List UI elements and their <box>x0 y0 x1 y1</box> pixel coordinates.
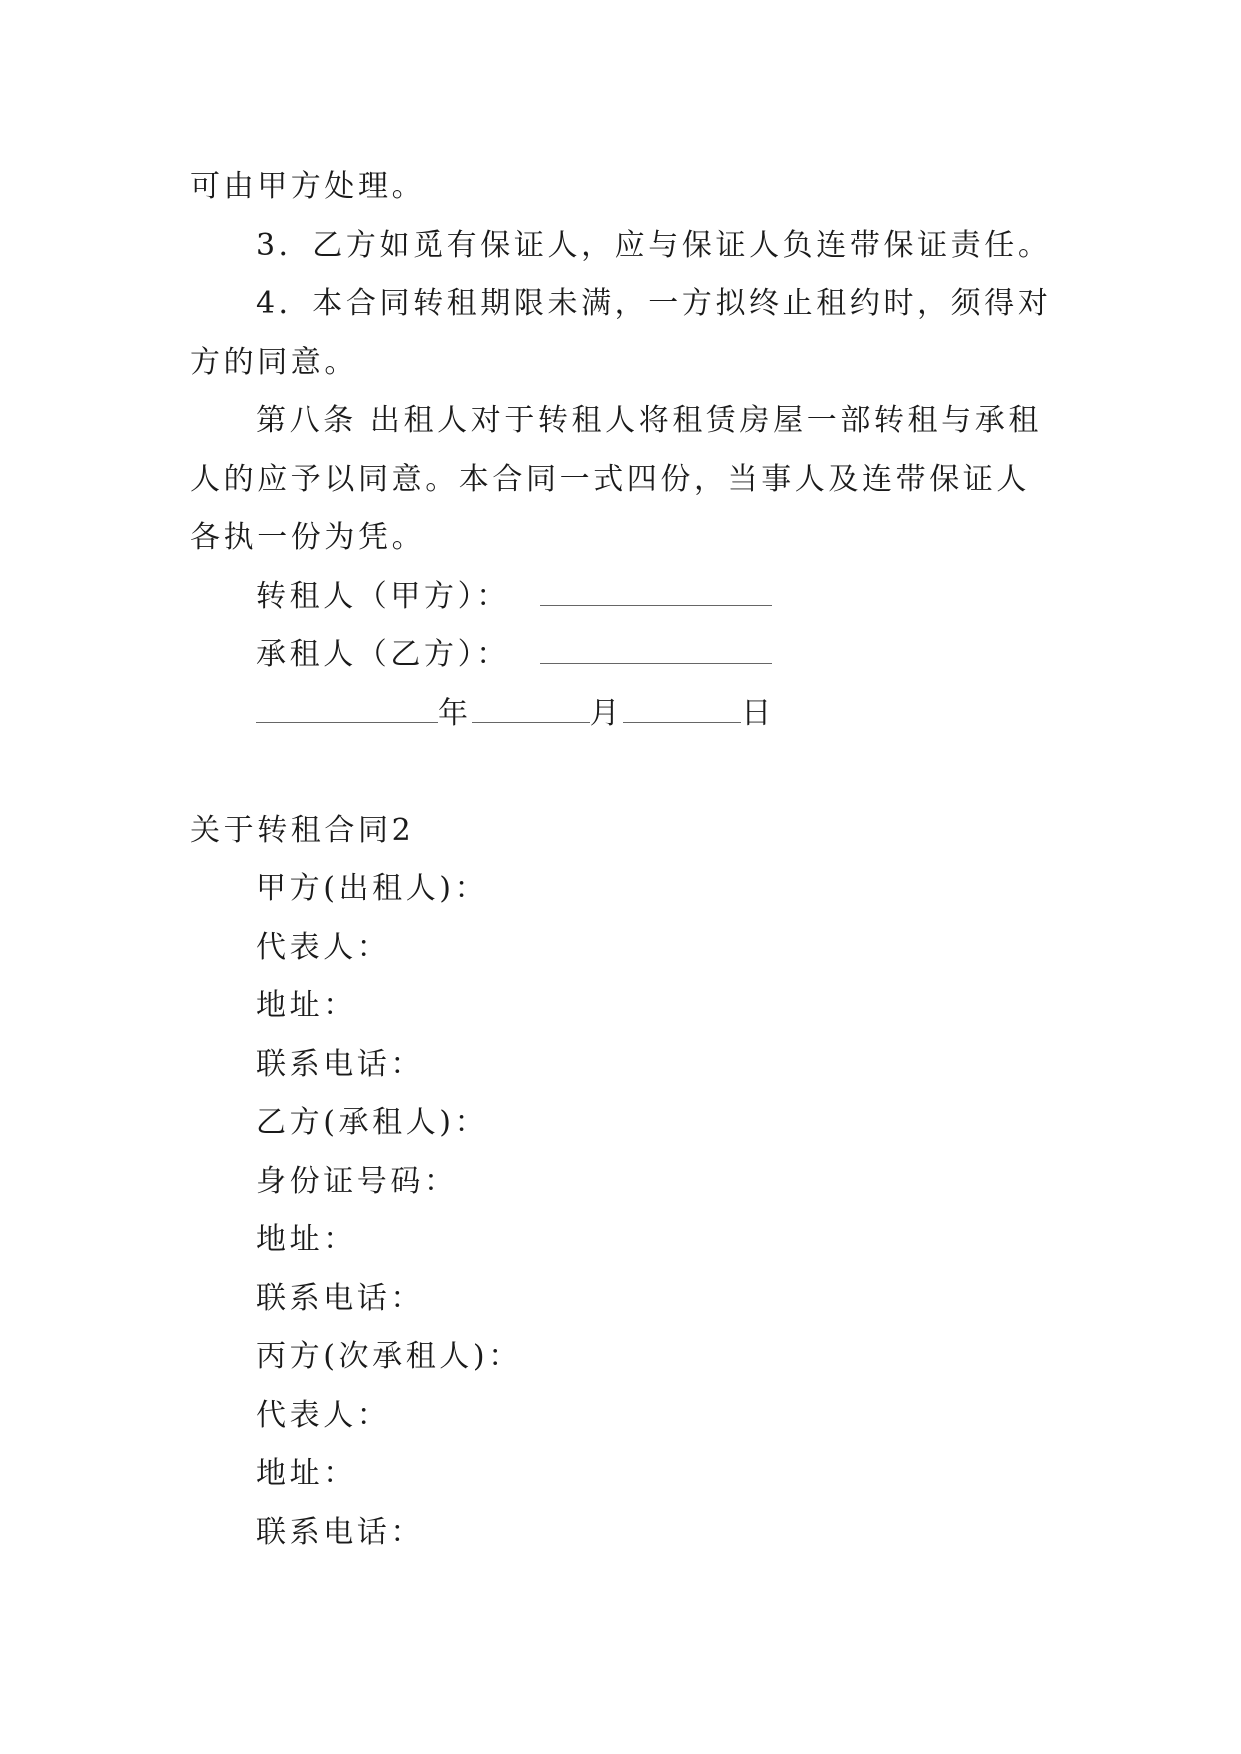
party-b-address: 地址： <box>256 1222 357 1257</box>
party-a-representative: 代表人： <box>256 929 391 965</box>
section-2-title: 关于转租合同2 <box>190 812 415 848</box>
party-c-representative: 代表人： <box>256 1397 391 1433</box>
date-year-blank <box>256 696 438 723</box>
party-a-address: 地址： <box>256 988 357 1023</box>
party-b-id-number: 身份证号码： <box>256 1163 458 1199</box>
document-body <box>190 158 1060 1562</box>
clause-4: 4．本合同转租期限未满，一方拟终止租约时，须得对方的同意。 <box>190 286 1052 380</box>
article-8: 第八条 出租人对于转租人将租赁房屋一部转租与承租人的应予以同意。本合同一式四份，当事人及连带保证人各执一份为凭。 <box>190 403 1042 555</box>
date-day-blank <box>623 696 741 723</box>
party-c-phone: 联系电话： <box>256 1514 424 1550</box>
date-month-blank <box>472 696 590 723</box>
signature-sublessor-label: 转租人（甲方）： <box>256 578 510 614</box>
section-spacer <box>190 743 1060 802</box>
signature-lessee-blank <box>540 637 772 664</box>
date-year-label: 年 <box>438 695 472 731</box>
signature-lessee-row <box>190 626 1060 685</box>
party-c-label: 丙方(次承租人)： <box>256 1339 522 1374</box>
paragraph-continuation: 可由甲方处理。 <box>190 169 426 204</box>
party-a-label: 甲方(出租人)： <box>256 871 489 906</box>
party-b-label: 乙方(承租人)： <box>256 1105 489 1140</box>
clause-3: 3．乙方如觅有保证人，应与保证人负连带保证责任。 <box>256 227 1052 263</box>
party-a-phone: 联系电话： <box>256 1046 424 1082</box>
date-month-label: 月 <box>589 695 624 731</box>
party-b-phone: 联系电话： <box>256 1280 424 1316</box>
party-c-address: 地址： <box>256 1456 357 1491</box>
signature-sublessor-blank <box>540 579 772 606</box>
date-day-label: 日 <box>741 695 775 731</box>
signature-lessee-label: 承租人（乙方）： <box>256 637 510 672</box>
signature-sublessor-row <box>190 568 1060 627</box>
date-row <box>190 685 1060 744</box>
